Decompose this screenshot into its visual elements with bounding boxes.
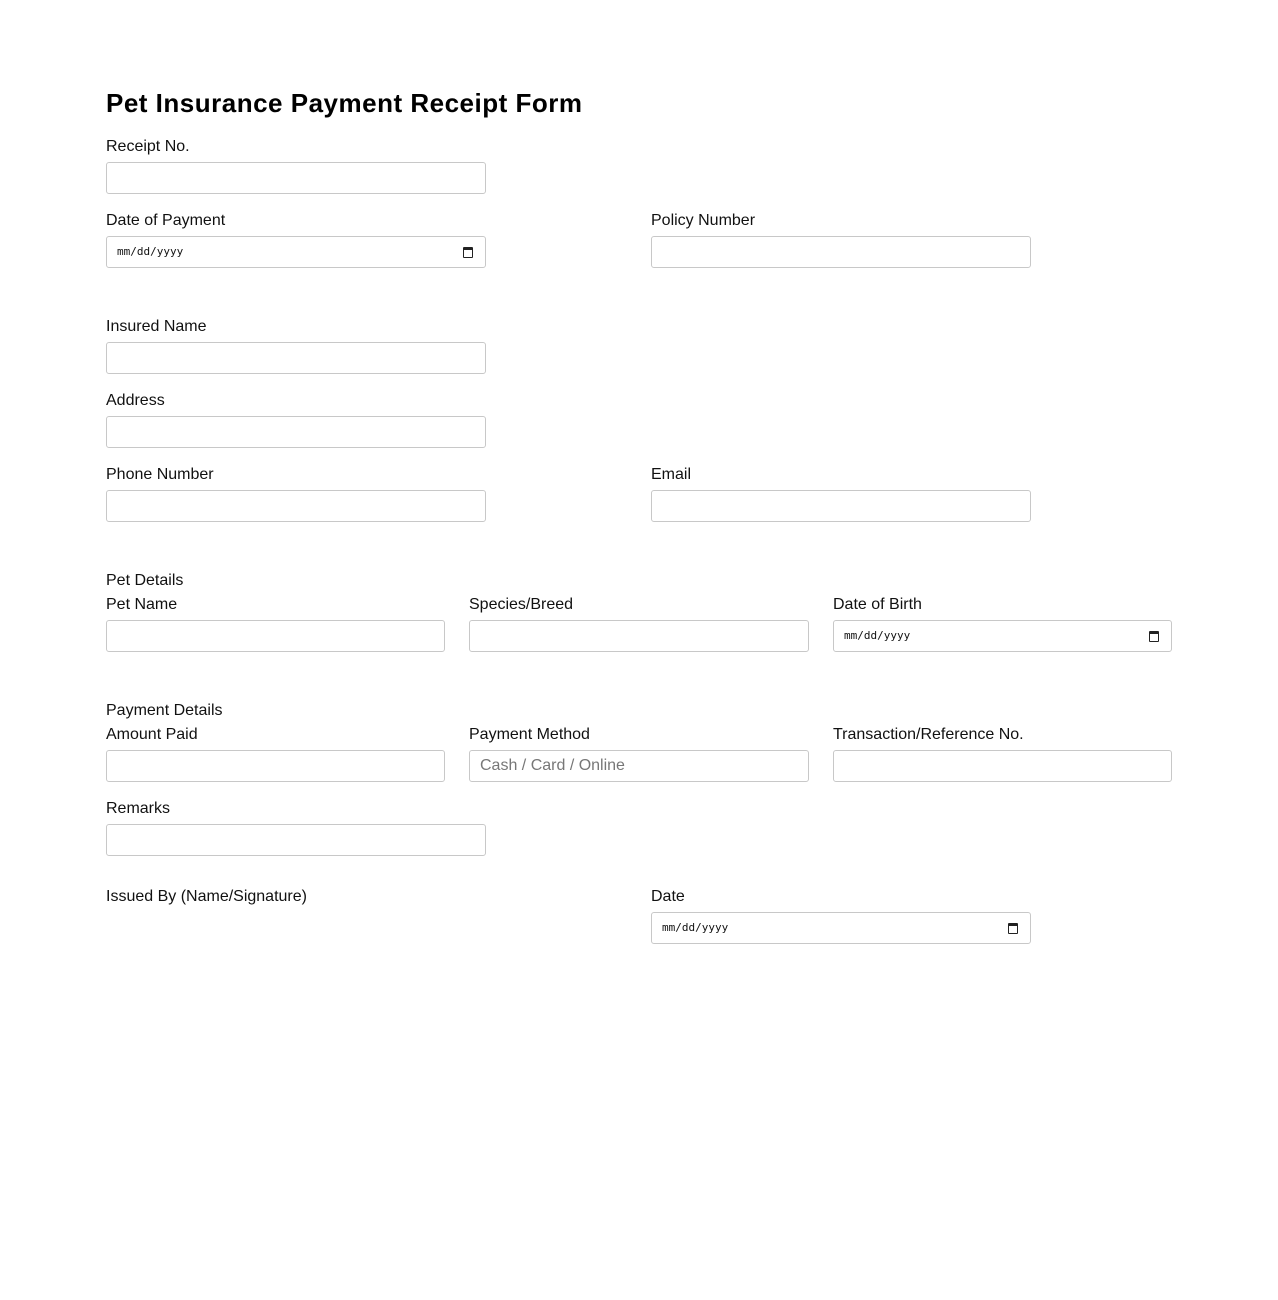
method-label: Payment Method [469, 726, 590, 743]
policy-number-label: Policy Number [651, 212, 756, 229]
date-input[interactable] [651, 912, 1031, 944]
date-label: Date [651, 888, 685, 905]
date-placeholder: mm/dd/yyyy [844, 629, 911, 642]
phone-label: Phone Number [106, 466, 214, 483]
email-input[interactable] [651, 490, 1031, 522]
species-input[interactable] [469, 620, 809, 652]
pet-name-label: Pet Name [106, 596, 178, 613]
insured-name-input[interactable] [106, 342, 486, 374]
email-label: Email [651, 466, 692, 483]
species-label: Species/Breed [469, 596, 574, 613]
receipt-no-input[interactable] [106, 162, 486, 194]
calendar-icon[interactable] [463, 247, 473, 258]
receipt-no-label: Receipt No. [106, 138, 190, 155]
dob-input[interactable] [833, 620, 1172, 652]
transaction-label: Transaction/Reference No. [833, 726, 1024, 743]
page-title: Pet Insurance Payment Receipt Form [106, 88, 583, 118]
date-placeholder: mm/dd/yyyy [662, 921, 729, 934]
remarks-label: Remarks [106, 800, 171, 817]
calendar-icon[interactable] [1008, 923, 1018, 934]
date-of-payment-label: Date of Payment [106, 212, 226, 229]
address-input[interactable] [106, 416, 486, 448]
dob-label: Date of Birth [833, 596, 922, 613]
issued-by-label: Issued By (Name/Signature) [106, 888, 307, 905]
amount-input[interactable] [106, 750, 445, 782]
calendar-icon[interactable] [1149, 631, 1159, 642]
phone-input[interactable] [106, 490, 486, 522]
insured-name-label: Insured Name [106, 318, 207, 335]
date-placeholder: mm/dd/yyyy [117, 245, 184, 258]
pet-details-heading: Pet Details [106, 572, 184, 589]
transaction-input[interactable] [833, 750, 1172, 782]
policy-number-input[interactable] [651, 236, 1031, 268]
amount-label: Amount Paid [106, 726, 198, 743]
payment-details-heading: Payment Details [106, 702, 223, 719]
date-of-payment-input[interactable] [106, 236, 486, 268]
remarks-input[interactable] [106, 824, 486, 856]
method-input[interactable] [469, 750, 809, 782]
address-label: Address [106, 392, 165, 409]
pet-name-input[interactable] [106, 620, 445, 652]
